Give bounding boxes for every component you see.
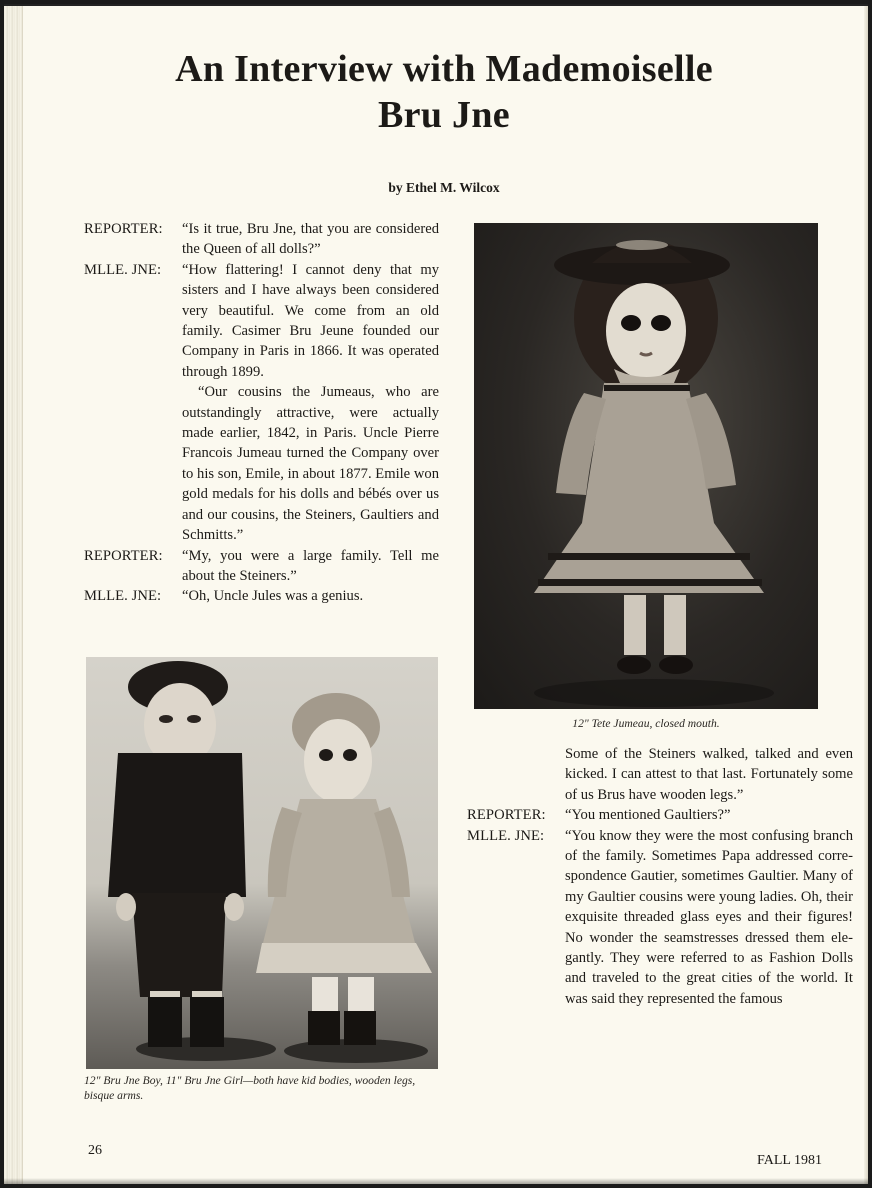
speaker-label: REPORTER: — [84, 221, 163, 237]
right-column-dialog — [467, 744, 853, 1009]
speech-text — [182, 219, 439, 260]
speech-paragraph: “You know they were the most confusing branch of the family. Sometimes Papa addressed correspondence Gautier, sometimes Gaultier. Many of my Gaultier cousins were young ladies. Oh, their exquisite threaded glass eyes and their figures! No wonder the seamstresses dressed them elegantly. They were referred to as Fashion Dolls and traveled to the great cities of the world. It was said they represented the famous — [565, 827, 853, 1007]
photo-caption-bru-jne: 12" Bru Jne Boy, 11" Bru Jne Girl—both have kid bodies, wooden legs, bisque arms. — [84, 1074, 416, 1102]
speech-paragraph: “Is it true, Bru Jne, that you are considered the Queen of all dolls?” — [182, 221, 439, 258]
doll-illustration — [474, 223, 818, 709]
speech-paragraph: “Oh, Uncle Jules was a genius. — [182, 588, 364, 605]
speech-text — [182, 586, 439, 606]
magazine-page — [4, 4, 868, 1184]
speech-paragraph: “How flattering! I cannot deny that my sisters and I have always been considered very beautiful. We come from an old family. Casimer Bru Jeune founded our Company in Paris in 1866. It was operated through 1899. — [182, 261, 439, 380]
speech-paragraph: “My, you were a large family. Tell me about the Steiners.” — [182, 547, 439, 584]
speech-paragraph: “You mentioned Gaultiers?” — [565, 807, 731, 824]
speaker-label: MLLE. JNE: — [467, 827, 545, 844]
speech-text — [565, 805, 853, 825]
speaker-label: REPORTER: — [84, 547, 163, 564]
speech-paragraph: “Our cousins the Jumeaus, who are outstandingly attractive, were actually made earlier, 1842, in Paris. Uncle Pierre Francois Jumeau turned the Company over to his son, Emile, in about 1877. Emile won gold medals for his dolls and bébés over us and our cousins, the Steiners, Gaultiers and Schmitts.” — [182, 384, 439, 544]
title-line-2: Bru Jne — [378, 94, 510, 136]
photo-tete-jumeau-doll — [474, 223, 818, 709]
byline: by Ethel M. Wilcox — [388, 180, 500, 195]
speech-text — [182, 546, 439, 587]
photo-bru-jne-boy-girl — [86, 657, 438, 1069]
page-number: 26 — [88, 1143, 102, 1158]
dialog-entry — [467, 826, 853, 1010]
article-title — [64, 46, 824, 138]
left-column-dialog — [84, 219, 439, 607]
speech-text — [182, 260, 439, 546]
issue-label: FALL 1981 — [757, 1153, 822, 1168]
binding-page-edges — [4, 6, 23, 1184]
dolls-illustration — [86, 657, 438, 1069]
speech-text — [565, 826, 853, 1010]
dialog-entry — [84, 260, 439, 546]
speaker-label: MLLE. JNE: — [84, 261, 162, 278]
speaker-label: REPORTER: — [467, 807, 546, 824]
dialog-entry — [467, 805, 853, 825]
page-bottom-shadow — [4, 1178, 868, 1184]
title-line-1: An Interview with Mademoiselle — [175, 48, 713, 90]
dialog-entry — [84, 546, 439, 587]
continued-speech: Some of the Steiners walked, talked and even kicked. I can attest to that last. Fortunately some of us Brus have wooden legs.” — [565, 746, 853, 803]
dialog-entry — [84, 219, 439, 260]
page-right-edge — [864, 6, 868, 1184]
speaker-label: MLLE. JNE: — [84, 588, 162, 605]
dialog-entry — [84, 586, 439, 606]
photo-caption-tete-jumeau: 12" Tete Jumeau, closed mouth. — [572, 717, 720, 730]
